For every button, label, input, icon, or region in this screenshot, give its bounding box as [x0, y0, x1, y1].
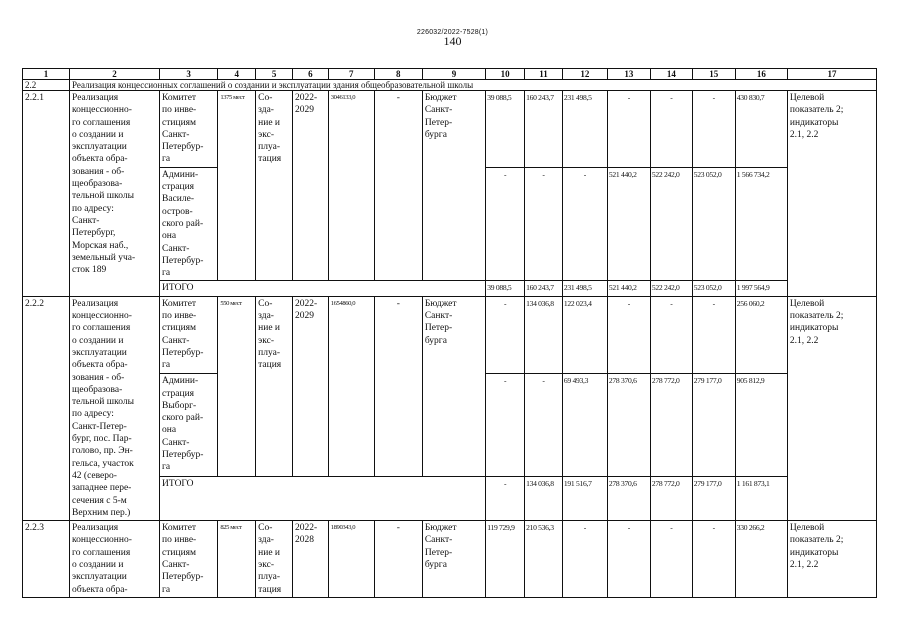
amount-cell: 523 052,0	[692, 167, 735, 281]
item-number: 2.2.2	[23, 296, 70, 520]
page-number: 140	[443, 34, 462, 48]
amount-cell: -	[562, 167, 607, 281]
col8-cell: -	[374, 521, 422, 598]
section-number: 2.2	[23, 80, 70, 91]
amount-cell: -	[650, 296, 692, 374]
amount-cell: 39 088,5	[486, 91, 525, 168]
total-cell: 160 243,7	[525, 281, 563, 296]
total-cell: 191 516,7	[562, 476, 607, 520]
amount-total-cell: 905 812,9	[735, 374, 787, 476]
amount-cell: -	[486, 167, 525, 281]
amount-cell: 231 498,5	[562, 91, 607, 168]
amount-cell: -	[486, 296, 525, 374]
amount-cell: -	[486, 374, 525, 476]
amount-cell: -	[562, 521, 607, 598]
amount-cell: 119 729,9	[486, 521, 525, 598]
section-title: Реализация концессионных соглашений о создании и эксплуатации здания общеобразовательной школы	[70, 80, 877, 91]
header-cell: 6	[292, 69, 328, 80]
header-cell: 10	[486, 69, 525, 80]
total-cell: 279 177,0	[692, 476, 735, 520]
source-cell: Бюджет Санкт- Петер- бурга	[422, 296, 485, 476]
amount-cell: 69 493,3	[562, 374, 607, 476]
amount-total-cell: 330 266,2	[735, 521, 787, 598]
header-cell: 8	[374, 69, 422, 80]
executor-cell: Комитет по инве- стициям Санкт- Петербур- га	[160, 91, 218, 168]
header-cell: 4	[218, 69, 256, 80]
amount-cell: -	[650, 521, 692, 598]
stage-cell: Со- зда- ние и экс- плуа- тация	[256, 91, 293, 281]
col8-cell: -	[374, 296, 422, 476]
amount-cell: -	[607, 296, 650, 374]
period-cell: 2022- 2029	[292, 91, 328, 281]
total-cell: 278 772,0	[650, 476, 692, 520]
amount-cell: 278 370,6	[607, 374, 650, 476]
header-cell: 15	[692, 69, 735, 80]
header-cell: 2	[70, 69, 160, 80]
table-row	[23, 296, 877, 374]
header-cell: 1	[23, 69, 70, 80]
document-registration-number: 226032/2022-7528(1)	[416, 29, 489, 36]
target-indicator: Целевой показатель 2; индикаторы 2.1, 2.2	[787, 296, 876, 520]
source-cell: Бюджет Санкт- Петер- бурга	[422, 521, 485, 598]
item-name: Реализация концессионно- го соглашения о создании и эксплуатации объекта обра-	[70, 521, 160, 598]
executor-cell: Админи- страция Василе- остров- ского рай- она Санкт- Петербур- га	[160, 167, 218, 281]
executor-cell: Комитет по инве- стициям Санкт- Петербур- га	[160, 521, 218, 598]
period-cell: 2022- 2029	[292, 296, 328, 476]
cost-cell: 1654860,0	[328, 296, 374, 476]
col8-cell: -	[374, 91, 422, 281]
amount-cell: 279 177,0	[692, 374, 735, 476]
amount-cell: -	[607, 521, 650, 598]
amount-cell: -	[607, 91, 650, 168]
total-cell: 1 997 564,9	[735, 281, 787, 296]
table-row	[23, 521, 877, 598]
executor-cell: Админи- страция Выборг- ского рай- она Санкт- Петербур- га	[160, 374, 218, 476]
capacity-cell: 825 мест	[218, 521, 256, 598]
amount-cell: -	[692, 296, 735, 374]
target-indicator: Целевой показатель 2; индикаторы 2.1, 2.2	[787, 521, 876, 598]
total-cell: 39 088,5	[486, 281, 525, 296]
total-cell: 134 036,8	[525, 476, 563, 520]
total-cell: 1 161 873,1	[735, 476, 787, 520]
total-cell: -	[486, 476, 525, 520]
header-cell: 11	[525, 69, 563, 80]
total-label: ИТОГО	[160, 281, 486, 296]
total-cell: 278 370,6	[607, 476, 650, 520]
total-cell: 523 052,0	[692, 281, 735, 296]
item-name: Реализация концессионно- го соглашения о создании и эксплуатации объекта обра- зования - об- щеобразова- тельной школы по адресу: Санкт-Петер- бург, пос. Пар- голово, пр. Эн- гельса, участок 42 (северо- западнее пере- сечения с 5-м Верхним пер.)	[70, 296, 160, 520]
amount-cell: 521 440,2	[607, 167, 650, 281]
financing-table	[22, 68, 877, 598]
amount-cell: 134 036,8	[525, 296, 563, 374]
header-cell: 7	[328, 69, 374, 80]
header-cell: 17	[787, 69, 876, 80]
amount-cell: -	[525, 374, 563, 476]
total-cell: 521 440,2	[607, 281, 650, 296]
amount-cell: 278 772,0	[650, 374, 692, 476]
amount-cell: 122 023,4	[562, 296, 607, 374]
header-cell: 14	[650, 69, 692, 80]
column-number-header	[23, 69, 877, 80]
amount-cell: 160 243,7	[525, 91, 563, 168]
amount-cell: -	[692, 91, 735, 168]
total-cell: 522 242,0	[650, 281, 692, 296]
cost-cell: 1890343,0	[328, 521, 374, 598]
period-cell: 2022- 2028	[292, 521, 328, 598]
header-cell: 9	[422, 69, 485, 80]
table-row	[23, 91, 877, 168]
executor-cell: Комитет по инве- стициям Санкт- Петербур- га	[160, 296, 218, 374]
header-cell: 16	[735, 69, 787, 80]
amount-cell: 210 536,3	[525, 521, 563, 598]
capacity-cell: 1375 мест	[218, 91, 256, 281]
item-number: 2.2.1	[23, 91, 70, 297]
header-cell: 5	[256, 69, 293, 80]
header-cell: 13	[607, 69, 650, 80]
stage-cell: Со- зда- ние и экс- плуа- тация	[256, 296, 293, 476]
cost-cell: 3046133,0	[328, 91, 374, 281]
capacity-cell: 550 мест	[218, 296, 256, 476]
amount-cell: -	[692, 521, 735, 598]
amount-cell: -	[650, 91, 692, 168]
amount-total-cell: 256 060,2	[735, 296, 787, 374]
amount-cell: -	[525, 167, 563, 281]
total-label: ИТОГО	[160, 476, 486, 520]
source-cell: Бюджет Санкт- Петер- бурга	[422, 91, 485, 281]
item-number: 2.2.3	[23, 521, 70, 598]
item-name: Реализация концессионно- го соглашения о создании и эксплуатации объекта обра- зования - об- щеобразова- тельной школы по адресу: Санкт- Петербург, Морская наб., земельный уча- сток 189	[70, 91, 160, 297]
stage-cell: Со- здa- ние и экс- плуа- тация	[256, 521, 293, 598]
header-cell: 3	[160, 69, 218, 80]
header-cell: 12	[562, 69, 607, 80]
total-cell: 231 498,5	[562, 281, 607, 296]
amount-total-cell: 1 566 734,2	[735, 167, 787, 281]
amount-cell: 522 242,0	[650, 167, 692, 281]
target-indicator: Целевой показатель 2; индикаторы 2.1, 2.2	[787, 91, 876, 297]
section-row	[23, 80, 877, 91]
amount-total-cell: 430 830,7	[735, 91, 787, 168]
